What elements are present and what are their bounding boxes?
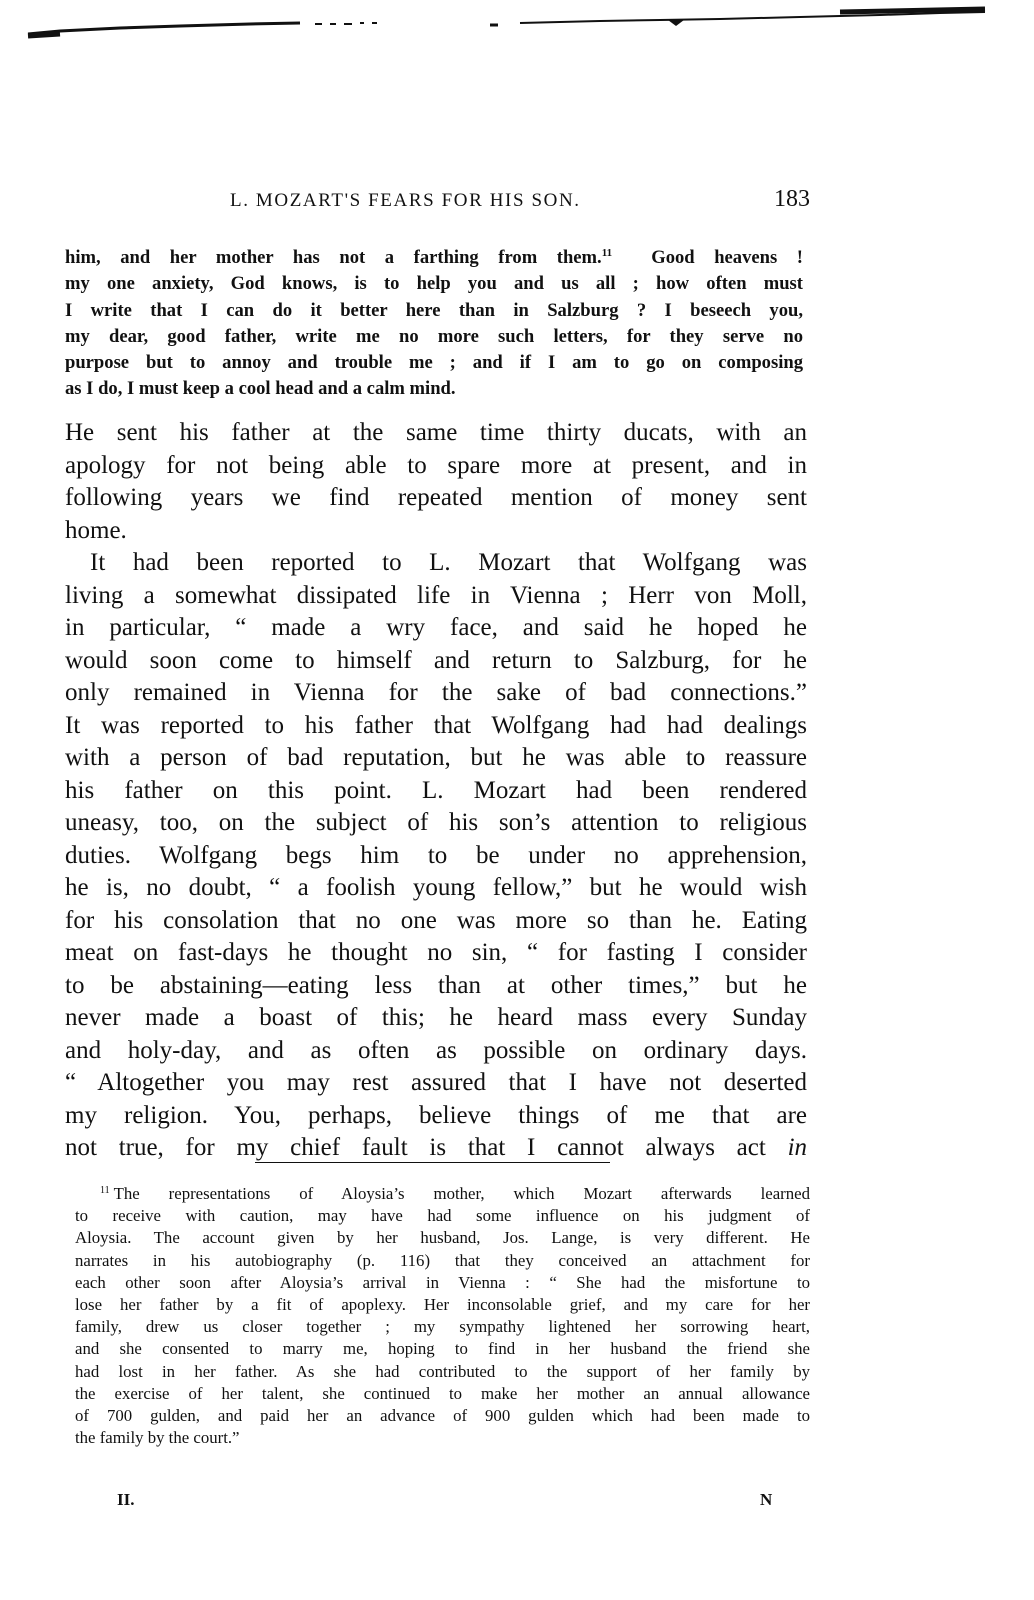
footnote: [75, 1180, 810, 1449]
text-line: He sent his father at the same time thirty ducats, with an: [65, 419, 807, 446]
page-number: 183: [774, 186, 810, 212]
footnote-line: the family by the court.”: [75, 1428, 240, 1448]
footnote-number: 11: [100, 1185, 110, 1196]
running-head-title: L. MOZART'S FEARS FOR HIS SON.: [230, 190, 581, 211]
footnote-line: each other soon after Aloysia’s arrival in Vienna : “ She had the misfortune to: [75, 1272, 810, 1292]
text-line: “ Altogether you may rest assured that I have not deserted: [65, 1069, 807, 1096]
footnote-line: and she consented to marry me, hoping to find in her husband the friend she: [75, 1339, 810, 1359]
text-line: living a somewhat dissipated life in Vienna ; Herr von Moll,: [65, 581, 807, 609]
footnote-line: of 700 gulden, and paid her an advance of 900 gulden which had been made to: [75, 1406, 810, 1426]
scan-edge-artifact: [0, 0, 1034, 40]
text-line: duties. Wolfgang begs him to be under no apprehension,: [65, 841, 807, 869]
footnote-line: narrates in his autobiography (p. 116) that they conceived an attachment for: [75, 1250, 810, 1270]
footnote-line: lose her father by a fit of apoplexy. Her inconsolable grief, and my care for her: [75, 1295, 810, 1315]
footnote-line: the exercise of her talent, she continued to make her mother an annual allowance: [75, 1383, 810, 1403]
running-head: [230, 186, 810, 213]
text-line: to be abstaining—eating less than at other times,” but he: [65, 971, 807, 999]
text-line: It had been reported to L. Mozart that Wolfgang was: [90, 549, 807, 576]
footnote-line: Aloysia. The account given by her husband, Jos. Lange, is very different. He: [75, 1228, 810, 1248]
volume-number: II.: [117, 1490, 135, 1509]
text-line: and holy-day, and as often as possible on ordinary days.: [65, 1036, 807, 1064]
text-line: for his consolation that no one was more so than he. Eating: [65, 906, 807, 934]
text-line: his father on this point. L. Mozart had been rendered: [65, 776, 807, 804]
text-line: uneasy, too, on the subject of his son’s attention to religious: [65, 809, 807, 836]
footnote-line: to receive with caution, may have had some influence on his judgment of: [75, 1206, 810, 1226]
signature-mark: N: [760, 1490, 773, 1509]
text-line: never made a boast of this; he heard mass every Sunday: [65, 1004, 807, 1031]
footnote-line: had lost in her father. As she had contributed to the support of her family by: [75, 1361, 810, 1381]
body-text: [65, 417, 807, 1165]
footnote-line: family, drew us closer together ; my sympathy lightened her sorrowing heart,: [75, 1317, 810, 1337]
text-line: with a person of bad reputation, but he was able to reassure: [65, 744, 807, 771]
footnote-line: $^{11}$ The representations of Aloysia’s mother, which Mozart afterwards learned: [100, 1184, 810, 1203]
text-line: meat on fast-days he thought no sin, “ for fasting I consider: [65, 939, 807, 966]
paragraph-2: [65, 547, 807, 1165]
text-line: in particular, “ made a wry face, and said he hoped he: [65, 614, 807, 641]
paragraph-1: [65, 417, 807, 547]
text-line: not true, for my chief fault is that I cannot always act in: [65, 1134, 808, 1161]
text-line: home.: [65, 516, 127, 544]
text-line: only remained in Vienna for the sake of bad connections.”: [65, 679, 807, 706]
letter-line: purpose but to annoy and trouble me ; and if I am to go on composing: [65, 352, 803, 374]
text-line: apology for not being able to spare more at present, and in: [65, 451, 807, 479]
text-line: following years we find repeated mention of money sent: [65, 484, 807, 511]
footnote-reference[interactable]: 11: [601, 247, 613, 259]
letter-line: my dear, good father, write me no more such letters, for they serve no: [65, 325, 803, 347]
text-line: he is, no doubt, “ a foolish young fellow,” but he would wish: [65, 874, 807, 901]
letter-line: I write that I can do it better here than in Salzburg ? I beseech you,: [65, 299, 803, 321]
letter-line: as I do, I must keep a cool head and a calm mind.: [65, 378, 456, 400]
italic-word: in: [787, 1134, 808, 1161]
letter-excerpt: [65, 240, 803, 403]
letter-line: him, and her mother has not a farthing from them.$^{11}$ Good heavens !: [65, 247, 803, 268]
letter-line: my one anxiety, God knows, is to help you and us all ; how often must: [65, 273, 803, 295]
text-line: It was reported to his father that Wolfgang had had dealings: [65, 711, 807, 739]
footnote-separator: [255, 1162, 610, 1163]
text-line: my religion. You, perhaps, believe things of me that are: [65, 1101, 807, 1129]
text-line: would soon come to himself and return to Salzburg, for he: [65, 646, 807, 674]
